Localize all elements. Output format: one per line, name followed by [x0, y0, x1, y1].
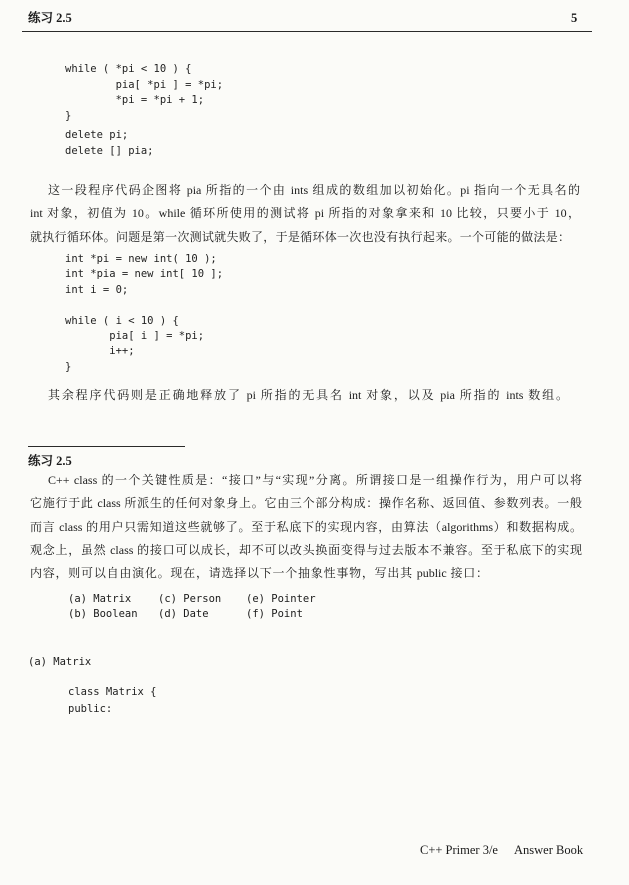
code-line: pia[ i ] = *pi;: [65, 329, 205, 342]
option-item: (d) Date: [158, 608, 209, 620]
code-line: while ( *pi < 10 ) {: [65, 63, 192, 75]
footer-book-title: C++ Primer 3/e: [420, 843, 498, 857]
page-number: 5: [571, 11, 578, 25]
code-line: pia[ *pi ] = *pi;: [65, 78, 224, 91]
paragraph-line: int 对象，初值为 10。while 循环所使用的测试将 pi 所指的对象拿来和 10 比较，只要小于 10，: [30, 206, 580, 220]
code-line: }: [65, 360, 72, 373]
section-rule: [28, 446, 185, 447]
code-block: [68, 684, 157, 718]
exercise-heading: 练习 2.5: [28, 454, 72, 468]
exercise-line: 它施行于此 class 所派生的任何对象身上。它由三个部分构成：操作名称、返回值、参数列表。一般: [30, 496, 582, 510]
code-line: }: [65, 109, 72, 122]
option-item: (a) Matrix: [68, 593, 132, 605]
exercise-line: 内容，则可以自由演化。现在，请选择以下一个抽象性事物，写出其 public 接口：: [30, 566, 488, 580]
footer-book-subtitle: Answer Book: [514, 843, 584, 857]
code-line: int *pia = new int[ 10 ];: [65, 268, 224, 281]
code-line: int i = 0;: [65, 283, 129, 296]
paragraph-line: 就执行循环体。问题是第一次测试就失败了，于是循环体一次也没有执行起来。一个可能的做法是：: [30, 230, 570, 244]
code-block: [65, 252, 223, 375]
code-line: delete pi;: [65, 129, 129, 141]
code-line: *pi = *pi + 1;: [65, 94, 205, 106]
code-line: delete [] pia;: [65, 144, 154, 157]
code-line: int *pi = new int( 10 );: [65, 253, 217, 265]
code-line: class Matrix {: [68, 686, 157, 698]
exercise-line: 而言 class 的用户只需知道这些就够了。至于私底下的实现内容，由算法（algorithms）和数据构成。: [30, 520, 582, 534]
option-item: (b) Boolean: [68, 608, 138, 620]
header-rule: [22, 31, 592, 32]
paragraph-line: 这一段程序代码企图将 pia 所指的一个由 ints 组成的数组加以初始化。pi 指向一个无具名的: [48, 183, 580, 197]
option-item: (e) Pointer: [246, 593, 316, 605]
answer-label: (a) Matrix: [28, 656, 92, 668]
code-block: [65, 62, 223, 159]
code-line: i++;: [65, 345, 135, 358]
code-line: while ( i < 10 ) {: [65, 314, 179, 327]
exercise-options: [68, 592, 346, 622]
option-item: (c) Person: [158, 593, 222, 605]
option-item: (f) Point: [246, 608, 303, 620]
exercise-line: 观念上，虽然 class 的接口可以成长，却不可以改头换面变得与过去版本不兼容。至于私底下的实现: [30, 543, 582, 557]
running-header-title: 练习 2.5: [28, 11, 72, 25]
exercise-line: C++ class 的一个关键性质是：“接口”与“实现”分离。所谓接口是一组操作行为，用户可以将: [48, 473, 582, 487]
code-line: public:: [68, 703, 113, 715]
paragraph-line: 其余程序代码则是正确地释放了 pi 所指的无具名 int 对象，以及 pia 所指的 ints 数组。: [48, 388, 568, 402]
